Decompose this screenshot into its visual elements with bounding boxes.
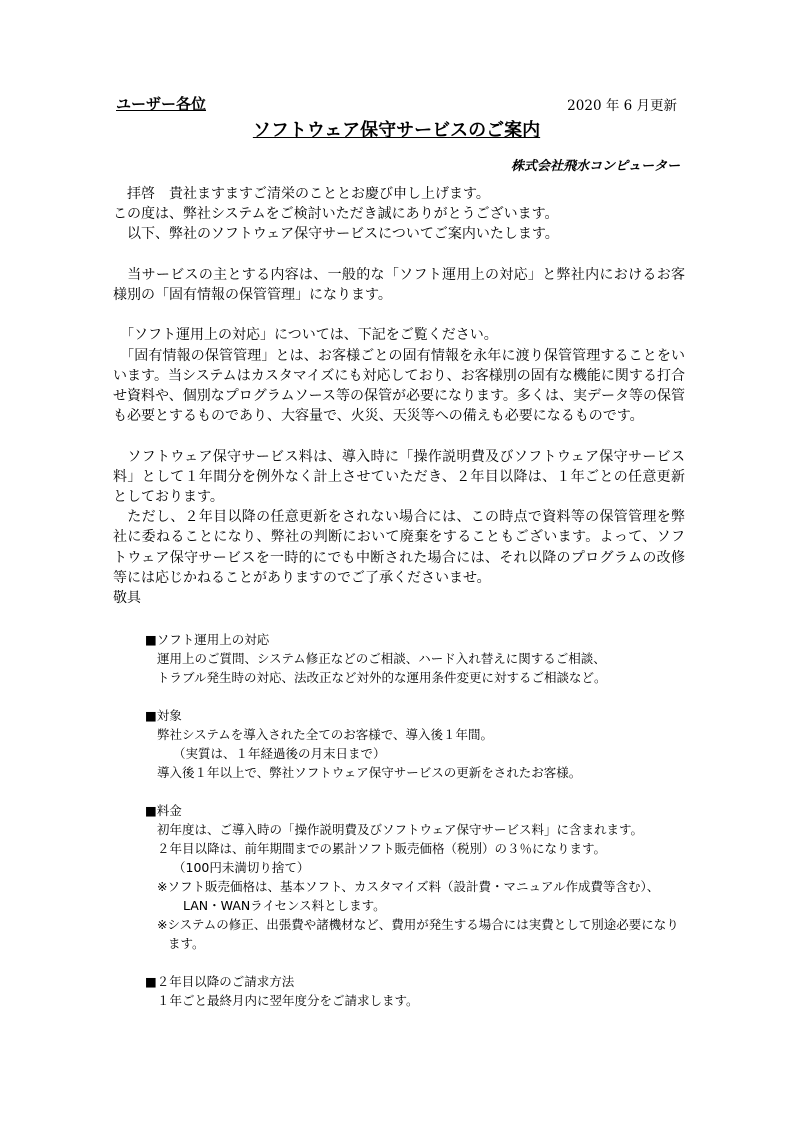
section-line: 初年度は、ご導入時の「操作説明費及びソフトウェア保守サービス料」に含まれます。 bbox=[157, 822, 644, 837]
letter-body bbox=[113, 184, 685, 608]
closing-word: 敬具 bbox=[113, 590, 141, 607]
section-target bbox=[145, 706, 690, 782]
section-line: ※システムの修正、出張費や諸機材など、費用が発生する場合には実費として別途必要になります。 bbox=[157, 917, 679, 951]
section-line: （実質は、１年経過後の月末日まで） bbox=[173, 746, 386, 761]
support-reference-paragraph: 「ソフト運用上の対応」については、下記をご覧ください。 bbox=[113, 327, 498, 344]
section-support bbox=[145, 630, 690, 687]
fee-paragraph: ソフトウェア保守サービス料は、導入時に「操作説明費及びソフトウェア保守サービス料」として１年間分を例外なく計上させていただき、２年目以降は、１年ごとの任意更新としております。 bbox=[113, 448, 685, 505]
addressee: ユーザー各位 bbox=[116, 95, 207, 113]
section-line: 運用上のご質問、システム修正などのご相談、ハード入れ替えに関するご相談、 bbox=[157, 651, 606, 666]
section-title: ■ソフト運用上の対応 bbox=[145, 632, 270, 647]
renewal-paragraph: ただし、２年目以降の任意更新をされない場合には、この時点で資料等の保管管理を弊社に委ねることになり、弊社の判断において廃棄をすることもございます。よって、ソフトウェア保守サービスを一時的にでも中断された場合には、それ以降のプログラムの改修等には応じかねることがありますのでご了承くださいませ。 bbox=[113, 509, 685, 586]
section-line: ２年目以降は、前年期間までの累計ソフト販売価格（税別）の３％になります。 bbox=[157, 841, 607, 856]
section-title: ■料金 bbox=[145, 803, 182, 818]
section-line: １年ごと最終月内に翌年度分をご請求します。 bbox=[157, 993, 419, 1008]
document-title: ソフトウェア保守サービスのご案内 bbox=[252, 120, 541, 141]
section-title: ■２年目以降のご請求方法 bbox=[145, 974, 295, 989]
section-billing bbox=[145, 972, 690, 1010]
section-fee bbox=[145, 801, 690, 953]
storage-paragraph: 「固有情報の保管管理」とは、お客様ごとの固有情報を永年に渡り保管管理することをいいます。当システムはカスタマイズにも対応しており、お客様別の固有な機能に関する打合せ資料や、個別なプログラムソース等の保管が必要になります。多くは、実データ等の保管も必要とするものであり、大容量で、火災、天災等への備えも必要になるものです。 bbox=[113, 347, 685, 425]
section-line: トラブル発生時の対応、法改正など対外的な運用条件変更に対するご相談など。 bbox=[157, 670, 607, 685]
service-content-paragraph: 当サービスの主とする内容は、一般的な「ソフト運用上の対応」と弊社内におけるお客様別の「固有情報の保管管理」になります。 bbox=[113, 266, 685, 303]
section-line: ※ソフト販売価格は、基本ソフト、カスタマイズ料（設計費・マニュアル作成費等含む）、 bbox=[157, 879, 660, 894]
section-line: 弊社システムを導入された全てのお客様で、導入後１年間。 bbox=[157, 727, 494, 742]
section-line: 導入後１年以上で、弊社ソフトウェア保守サービスの更新をされたお客様。 bbox=[157, 765, 582, 780]
section-title: ■対象 bbox=[145, 708, 182, 723]
thanks-paragraph: この度は、弊社システムをご検討いただき誠にありがとうございます。 bbox=[113, 206, 559, 223]
section-line: （100円未満切り捨て） bbox=[173, 860, 310, 875]
intro-paragraph: 以下、弊社のソフトウェア保守サービスについてご案内いたします。 bbox=[113, 226, 559, 243]
company-name: 株式会社飛水コンピューター bbox=[510, 159, 680, 174]
section-line: LAN・WANライセンス料とします。 bbox=[183, 898, 386, 913]
greeting-paragraph: 拝啓 貴社ますますご清栄のこととお慶び申し上げます。 bbox=[113, 186, 490, 202]
detail-sections bbox=[145, 630, 690, 1010]
revision-date: 2020 年 6 月更新 bbox=[567, 98, 677, 114]
